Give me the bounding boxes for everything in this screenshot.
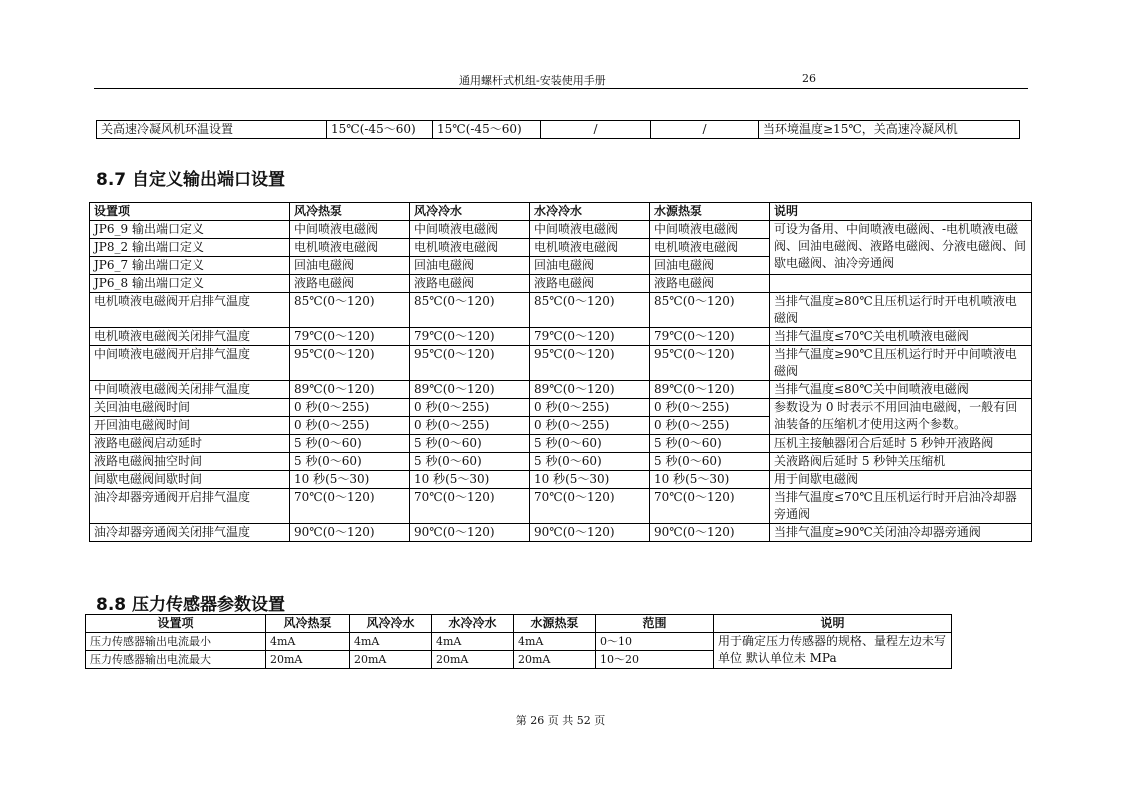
column-header: 水冷冷水 [432, 615, 514, 633]
table-cell: 70℃(0～120) [410, 489, 530, 524]
note-cell: 用于确定压力传感器的规格、量程左边未写单位 默认单位未 MPa [714, 633, 952, 669]
table-cell: 10 秒(5～30) [410, 471, 530, 489]
table-row [90, 328, 1032, 346]
column-header: 设置项 [90, 203, 290, 221]
table-cell: 液路电磁阀启动延时 [90, 435, 290, 453]
header-page-number: 26 [802, 72, 816, 85]
table-cell: 85℃(0～120) [650, 293, 770, 328]
table-cell: 85℃(0～120) [530, 293, 650, 328]
table-cell: 79℃(0～120) [530, 328, 650, 346]
table-row [90, 489, 1032, 524]
header-title: 通用螺杆式机组-安装使用手册 [459, 74, 606, 87]
table-cell: 电机喷液电磁阀 [530, 239, 650, 257]
table-cell: 中间喷液电磁阀开启排气温度 [90, 346, 290, 381]
column-header: 风冷热泵 [290, 203, 410, 221]
table-cell: 5 秒(0～60) [290, 453, 410, 471]
continued-settings-table [96, 120, 1020, 139]
table-cell: 开回油电磁阀时间 [90, 417, 290, 435]
table-cell: 0 秒(0～255) [410, 399, 530, 417]
note-cell: 当排气温度≤70℃且压机运行时开启油冷却器旁通阀 [770, 489, 1032, 524]
table-cell: 中间喷液电磁阀 [410, 221, 530, 239]
note-cell: 关液路阀后延时 5 秒钟关压缩机 [770, 453, 1032, 471]
table-cell: 5 秒(0～60) [410, 435, 530, 453]
table-cell: 89℃(0～120) [530, 381, 650, 399]
table-cell: 70℃(0～120) [650, 489, 770, 524]
table-cell: 79℃(0～120) [290, 328, 410, 346]
table-cell: 电机喷液电磁阀关闭排气温度 [90, 328, 290, 346]
table-cell: 85℃(0～120) [410, 293, 530, 328]
table-cell: JP6_9 输出端口定义 [90, 221, 290, 239]
table-cell: JP6_8 输出端口定义 [90, 275, 290, 293]
table-cell: 电机喷液电磁阀 [290, 239, 410, 257]
table-cell: 79℃(0～120) [410, 328, 530, 346]
table-cell: 回油电磁阀 [290, 257, 410, 275]
column-header: 水冷冷水 [530, 203, 650, 221]
table-cell: 电机喷液电磁阀 [410, 239, 530, 257]
note-cell: 当排气温度≥90℃关闭油冷却器旁通阀 [770, 524, 1032, 542]
table-header-row [90, 203, 1032, 221]
table-row [90, 435, 1032, 453]
table-cell: 5 秒(0～60) [650, 435, 770, 453]
table-cell: 回油电磁阀 [410, 257, 530, 275]
table-cell: 90℃(0～120) [290, 524, 410, 542]
pressure-sensor-settings-table [85, 614, 952, 669]
column-header: 风冷热泵 [266, 615, 350, 633]
table-cell: 90℃(0～120) [530, 524, 650, 542]
table-cell: 89℃(0～120) [410, 381, 530, 399]
table-cell: 0 秒(0～255) [290, 417, 410, 435]
note-cell: 可设为备用、中间喷液电磁阀、-电机喷液电磁阀、回油电磁阀、液路电磁阀、分液电磁阀、间歇电磁阀、油冷旁通阀 [770, 221, 1032, 275]
page-footer: 第 26 页 共 52 页 [515, 714, 606, 727]
note-cell: 压机主接触器闭合后延时 5 秒钟开液路阀 [770, 435, 1032, 453]
column-header: 水源热泵 [650, 203, 770, 221]
table-header-row [86, 615, 952, 633]
note-cell: 当排气温度≥90℃且压机运行时开中间喷液电磁阀 [770, 346, 1032, 381]
table-cell: 间歇电磁阀间歇时间 [90, 471, 290, 489]
table-row [90, 381, 1032, 399]
table-row [90, 524, 1032, 542]
table-row [90, 293, 1032, 328]
table-cell: 中间喷液电磁阀关闭排气温度 [90, 381, 290, 399]
table-cell: 20mA [350, 651, 432, 669]
table-cell: 0 秒(0～255) [530, 399, 650, 417]
note-cell: 当排气温度≥80℃且压机运行时开电机喷液电磁阀 [770, 293, 1032, 328]
table-cell: 95℃(0～120) [650, 346, 770, 381]
table-cell: 89℃(0～120) [650, 381, 770, 399]
table-cell: 中间喷液电磁阀 [650, 221, 770, 239]
table-cell: 液路电磁阀抽空时间 [90, 453, 290, 471]
table-cell: 回油电磁阀 [530, 257, 650, 275]
table-cell [770, 275, 1032, 293]
table-cell: 70℃(0～120) [530, 489, 650, 524]
table-cell: 当环境温度≥15℃，关高速冷凝风机 [759, 121, 1020, 139]
table-cell: 0 秒(0～255) [530, 417, 650, 435]
note-cell: 用于间歇电磁阀 [770, 471, 1032, 489]
table-cell: 79℃(0～120) [650, 328, 770, 346]
table-cell: 5 秒(0～60) [410, 453, 530, 471]
table-cell: 4mA [350, 633, 432, 651]
table-row [90, 346, 1032, 381]
table-cell: 中间喷液电磁阀 [530, 221, 650, 239]
table-cell: 电机喷液电磁阀 [650, 239, 770, 257]
table-cell: 电机喷液电磁阀开启排气温度 [90, 293, 290, 328]
table-cell: 0 秒(0～255) [650, 399, 770, 417]
table-cell: / [651, 121, 759, 139]
column-header: 范围 [596, 615, 714, 633]
table-cell: 液路电磁阀 [410, 275, 530, 293]
table-cell: 89℃(0～120) [290, 381, 410, 399]
table-cell: 95℃(0～120) [410, 346, 530, 381]
table-cell: 5 秒(0～60) [290, 435, 410, 453]
table-row [90, 399, 1032, 417]
table-cell: 0～10 [596, 633, 714, 651]
table-cell: 关回油电磁阀时间 [90, 399, 290, 417]
table-cell: 中间喷液电磁阀 [290, 221, 410, 239]
table-row [90, 221, 1032, 239]
table-cell: 4mA [266, 633, 350, 651]
table-cell: 70℃(0～120) [290, 489, 410, 524]
table-cell: 10 秒(5～30) [290, 471, 410, 489]
table-cell: 5 秒(0～60) [650, 453, 770, 471]
column-header: 风冷冷水 [410, 203, 530, 221]
note-cell: 当排气温度≤80℃关中间喷液电磁阀 [770, 381, 1032, 399]
table-cell: 10～20 [596, 651, 714, 669]
section-title-8-8: 8.8 压力传感器参数设置 [96, 595, 286, 615]
table-cell: 95℃(0～120) [290, 346, 410, 381]
table-cell: 5 秒(0～60) [530, 435, 650, 453]
table-cell: 油冷却器旁通阀开启排气温度 [90, 489, 290, 524]
table-cell: 液路电磁阀 [290, 275, 410, 293]
table-cell: 0 秒(0～255) [650, 417, 770, 435]
note-cell: 参数设为 0 时表示不用回油电磁阀，一般有回油装备的压缩机才使用这两个参数。 [770, 399, 1032, 435]
table-cell: 4mA [432, 633, 514, 651]
column-header: 水源热泵 [514, 615, 596, 633]
table-cell: 压力传感器输出电流最小 [86, 633, 266, 651]
output-port-settings-table [89, 202, 1032, 542]
table-row [90, 471, 1032, 489]
column-header: 风冷冷水 [350, 615, 432, 633]
page-header [94, 70, 1028, 89]
table-row [90, 453, 1032, 471]
table-cell: JP8_2 输出端口定义 [90, 239, 290, 257]
table-cell: 20mA [514, 651, 596, 669]
column-header: 说明 [714, 615, 952, 633]
note-cell: 当排气温度≤70℃关电机喷液电磁阀 [770, 328, 1032, 346]
table-cell: 95℃(0～120) [530, 346, 650, 381]
table-cell: 液路电磁阀 [650, 275, 770, 293]
table-row [86, 633, 952, 651]
table-cell: 油冷却器旁通阀关闭排气温度 [90, 524, 290, 542]
table-cell: 关高速冷凝风机环温设置 [97, 121, 327, 139]
table-cell: 压力传感器输出电流最大 [86, 651, 266, 669]
table-cell: 15℃(-45～60) [327, 121, 433, 139]
table-cell: 0 秒(0～255) [290, 399, 410, 417]
column-header: 说明 [770, 203, 1032, 221]
table-cell: 20mA [266, 651, 350, 669]
column-header: 设置项 [86, 615, 266, 633]
table-cell: 90℃(0～120) [650, 524, 770, 542]
table-cell: 液路电磁阀 [530, 275, 650, 293]
section-title-8-7: 8.7 自定义输出端口设置 [96, 170, 286, 190]
table-row [97, 121, 1020, 139]
table-cell: 回油电磁阀 [650, 257, 770, 275]
table-cell: / [541, 121, 651, 139]
table-cell: 4mA [514, 633, 596, 651]
table-cell: JP6_7 输出端口定义 [90, 257, 290, 275]
table-cell: 20mA [432, 651, 514, 669]
table-cell: 85℃(0～120) [290, 293, 410, 328]
table-cell: 15℃(-45～60) [433, 121, 541, 139]
table-cell: 0 秒(0～255) [410, 417, 530, 435]
table-cell: 10 秒(5～30) [530, 471, 650, 489]
table-cell: 10 秒(5～30) [650, 471, 770, 489]
table-row [90, 275, 1032, 293]
table-cell: 90℃(0～120) [410, 524, 530, 542]
table-cell: 5 秒(0～60) [530, 453, 650, 471]
